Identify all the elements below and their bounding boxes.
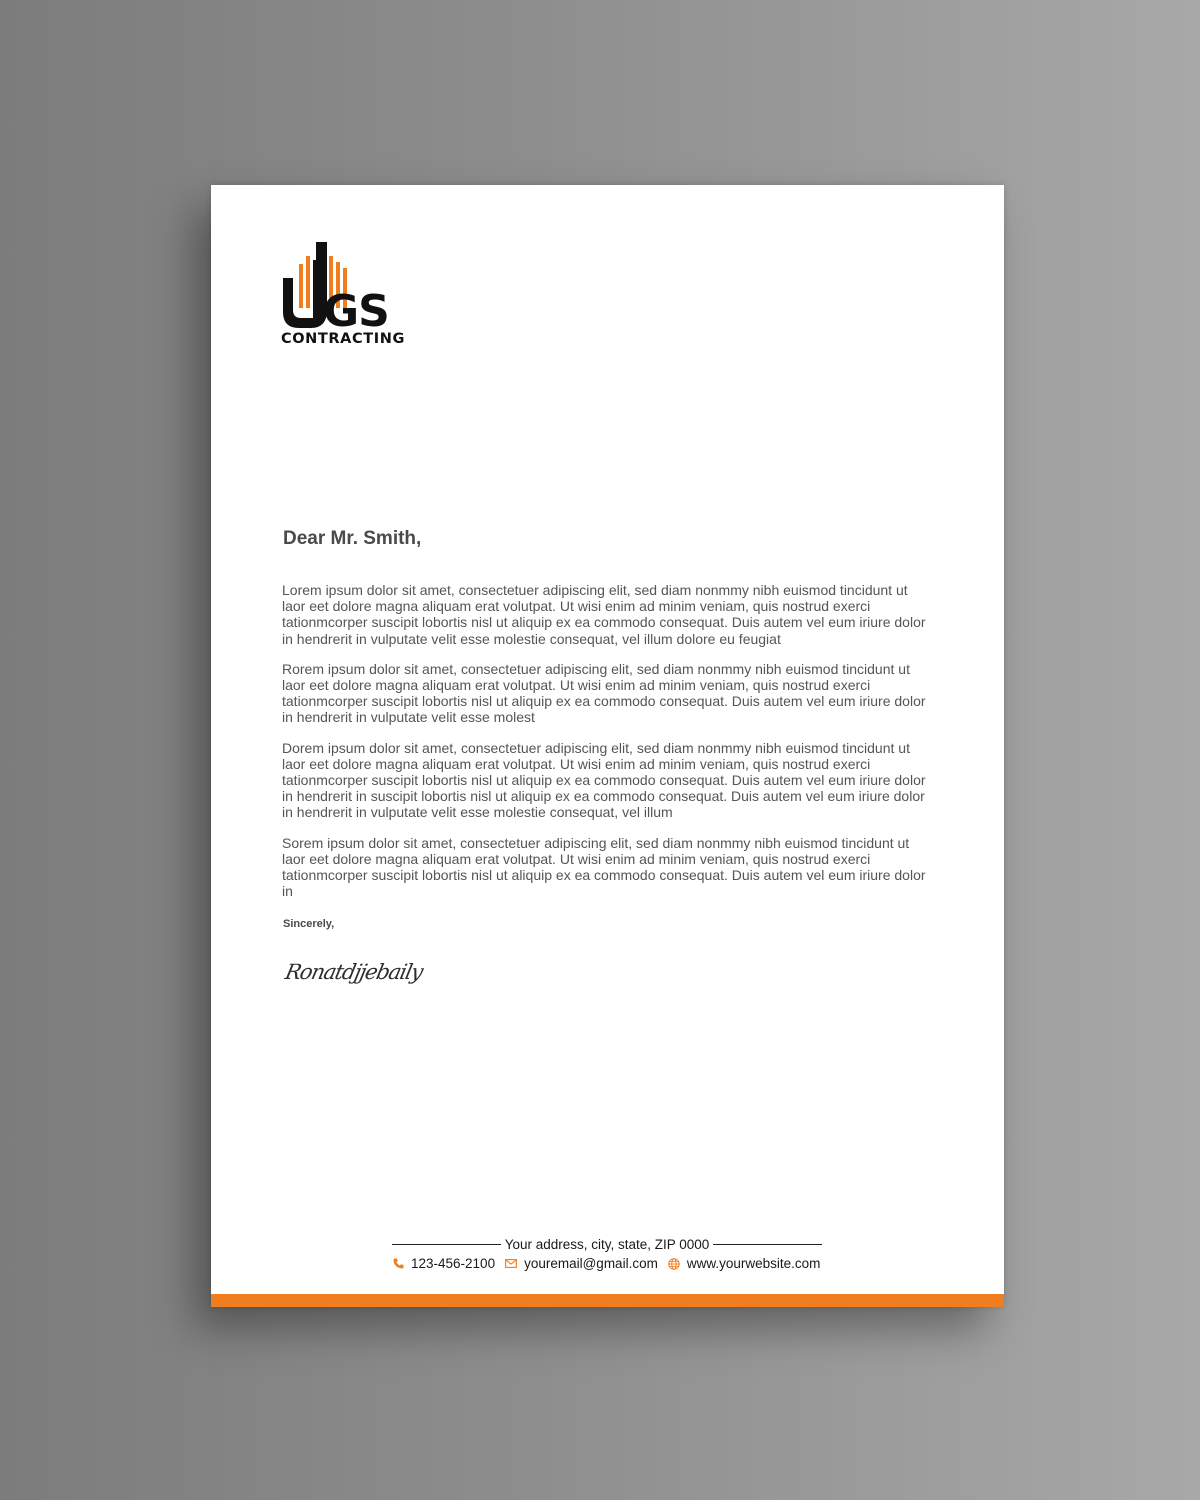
footer-contacts	[392, 1256, 820, 1271]
logo-letters: GS	[323, 286, 389, 337]
divider	[392, 1244, 501, 1245]
letter-closing: Sincerely,	[283, 918, 335, 930]
letterhead-page	[211, 185, 1004, 1307]
divider	[713, 1244, 822, 1245]
contact-email	[505, 1256, 658, 1271]
contact-website	[668, 1256, 821, 1271]
letter-body	[282, 582, 934, 913]
body-paragraph: Dorem ipsum dolor sit amet, consectetuer adipiscing elit, sed diam nonmmy nibh euismod tincidunt ut laor eet dolore magna aliquam erat volutpat. Ut wisi enim ad minim veniam, quis nostrud exerci tationmcorper suscipit lobortis nisl ut aliquip ex ea commodo consequat. Duis autem vel eum iriure dolor in hendrerit in suscipit lobortis nisl ut aliquip ex ea commodo consequat. Duis autem vel eum iriure dolor in hendrerit in vulputate velit esse molestie consequat, vel illum	[282, 739, 926, 821]
company-logo	[281, 240, 433, 348]
footer-phone[interactable]: 123-456-2100	[411, 1256, 496, 1271]
contact-phone	[392, 1256, 495, 1271]
footer-website[interactable]: www.yourwebsite.com	[686, 1256, 821, 1271]
footer-address-line	[392, 1237, 822, 1252]
body-paragraph: Lorem ipsum dolor sit amet, consectetuer adipiscing elit, sed diam nonmmy nibh euismod tincidunt ut laor eet dolore magna aliquam erat volutpat. Ut wisi enim ad minim veniam, quis nostrud exerci tationmcorper suscipit lobortis nisl ut aliquip ex ea commodo consequat. Duis autem vel eum iriure dolor in hendrerit in vulputate velit esse molestie consequat, vel illum dolore eu feugiat	[282, 582, 926, 647]
phone-icon	[392, 1258, 404, 1270]
footer-address: Your address, city, state, ZIP 0000	[504, 1237, 710, 1252]
logo-tagline: CONTRACTING	[281, 331, 405, 347]
accent-footer-bar	[211, 1294, 1004, 1307]
footer-email[interactable]: youremail@gmail.com	[524, 1256, 658, 1271]
signature: Ronatdjjebaily	[283, 960, 425, 984]
globe-icon	[668, 1258, 680, 1270]
mail-icon	[505, 1258, 517, 1270]
body-paragraph: Rorem ipsum dolor sit amet, consectetuer adipiscing elit, sed diam nonmmy nibh euismod tincidunt ut laor eet dolore magna aliquam erat volutpat. Ut wisi enim ad minim veniam, quis nostrud exerci tationmcorper suscipit lobortis nisl ut aliquip ex ea commodo consequat. Duis autem vel eum iriure dolor in hendrerit in vulputate velit esse molest	[282, 660, 926, 726]
letter-salutation: Dear Mr. Smith,	[283, 528, 422, 549]
body-paragraph: Sorem ipsum dolor sit amet, consectetuer adipiscing elit, sed diam nonmmy nibh euismod tincidunt ut laor eet dolore magna aliquam erat volutpat. Ut wisi enim ad minim veniam, quis nostrud exerci tationmcorper suscipit lobortis nisl ut aliquip ex ea commodo consequat. Duis autem vel eum iriure dolor in	[282, 834, 926, 900]
